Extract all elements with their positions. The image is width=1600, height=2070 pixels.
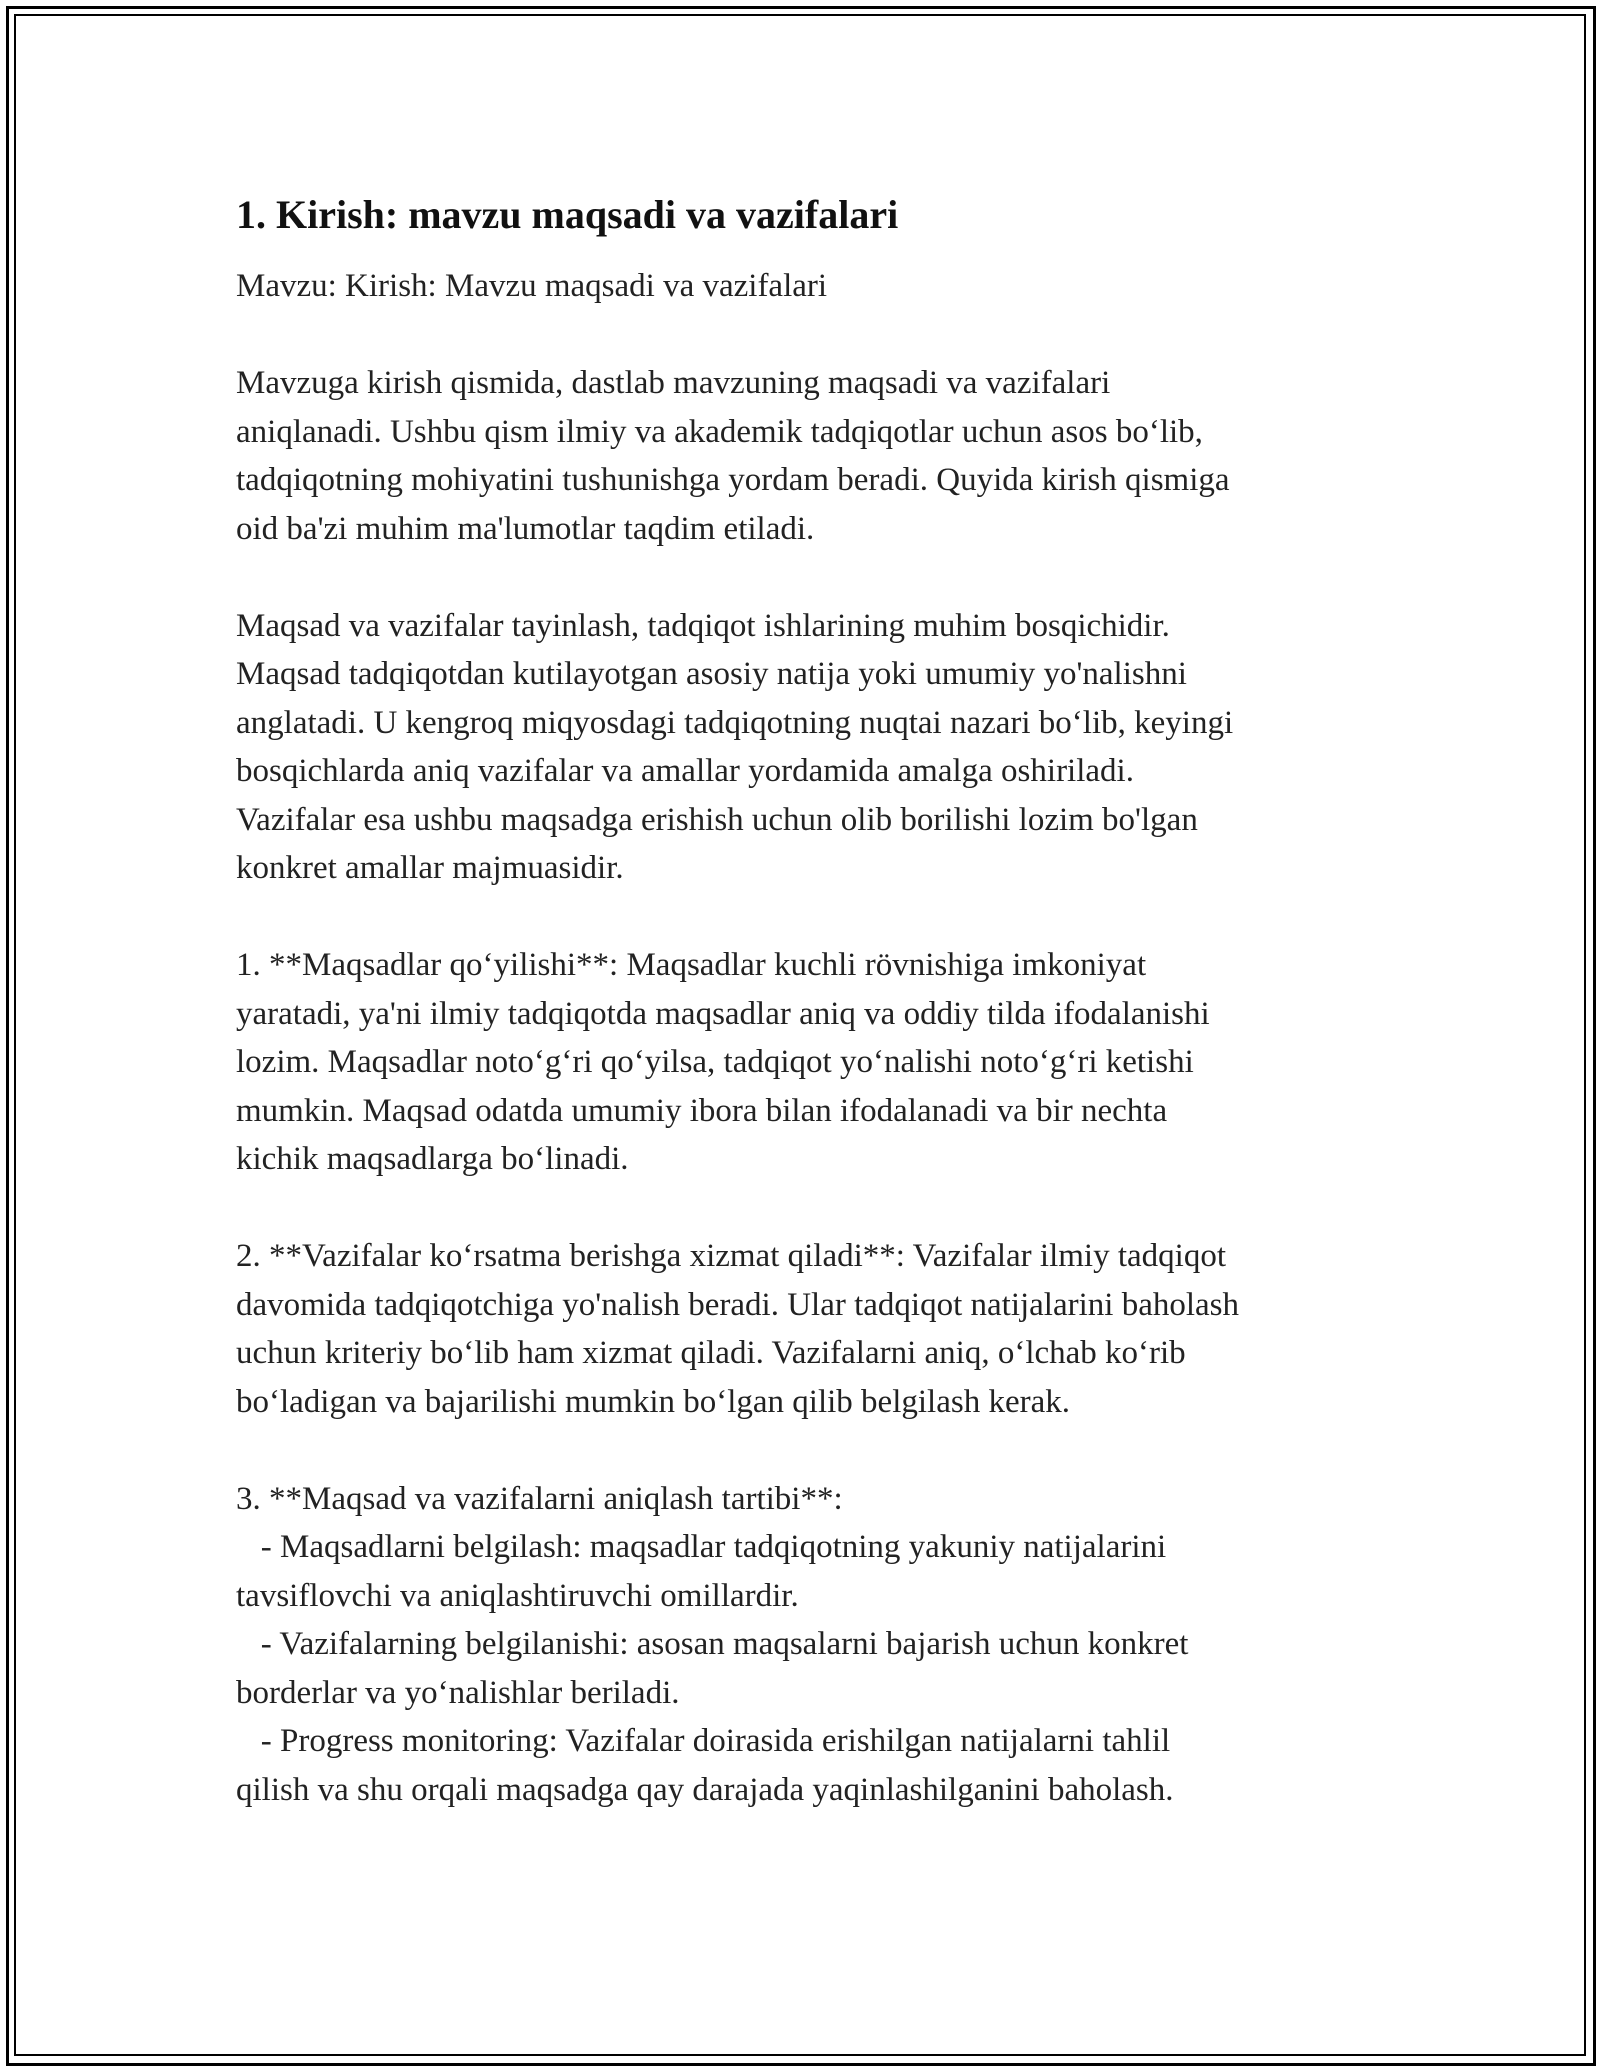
paragraph-spacer (236, 311, 1366, 360)
goals-tasks-paragraph: Maqsad va vazifalar tayinlash, tadqiqot ishlarining muhim bosqichidir. Maqsad tadqiqotdan kutilayotgan asosiy natija yoki umumiy yo'nalishni anglatadi. U kengroq miqyosdagi tadqiqotning nuqtai nazari bo‘lib, keyingi bosqichlarda aniq vazifalar va amallar yordamida amalga oshiriladi. Vazifalar esa ushbu maqsadga erishish uchun olib borilishi lozim bo'lgan konkret amallar majmuasidir. (236, 607, 1234, 886)
paragraph-spacer (236, 893, 1366, 942)
paragraph-spacer (236, 1426, 1366, 1475)
document-body (236, 190, 1366, 1814)
list-item-procedure: 3. **Maqsad va vazifalarni aniqlash tartibi**: - Maqsadlarni belgilash: maqsadlar tadqiqotning yakuniy natijalarini tavsiflovchi va aniqlashtiruvchi omillardir. - Vazifalarning belgilanishi: asosan maqsalarni bajarish uchun konkret borderlar va yo‘nalishlar beriladi. - Progress monitoring: Vazifalar doirasida erishilgan natijalarni tahlil qilish va shu orqali maqsadga qay darajada yaqinlashilganini baholash. (236, 1480, 1189, 1808)
section-heading: 1. Kirish: mavzu maqsadi va vazifalari (236, 192, 899, 237)
topic-line: Mavzu: Kirish: Mavzu maqsadi va vazifalari (236, 268, 828, 304)
list-item-tasks: 2. **Vazifalar ko‘rsatma berishga xizmat qiladi**: Vazifalar ilmiy tadqiqot davomida tadqiqotchiga yo'nalish beradi. Ular tadqiqot natijalarini baholash uchun kriteriy bo‘lib ham xizmat qiladi. Vazifalarni aniq, o‘lchab ko‘rib bo‘ladigan va bajarilishi mumkin bo‘lgan qilib belgilash kerak. (236, 1238, 1240, 1420)
paragraph-spacer (236, 1184, 1366, 1233)
paragraph-spacer (236, 553, 1366, 602)
list-item-goals: 1. **Maqsadlar qo‘yilishi**: Maqsadlar kuchli rövnishiga imkoniyat yaratadi, ya'ni ilmiy tadqiqotda maqsadlar aniq va oddiy tilda ifodalanishi lozim. Maqsadlar noto‘g‘ri qo‘yilsa, tadqiqot yo‘nalishi noto‘g‘ri ketishi mumkin. Maqsad odatda umumiy ibora bilan ifodalanadi va bir nechta kichik maqsadlarga bo‘linadi. (236, 947, 1210, 1177)
intro-paragraph: Mavzuga kirish qismida, dastlab mavzuning maqsadi va vazifalari aniqlanadi. Ushbu qism ilmiy va akademik tadqiqotlar uchun asos bo‘lib, tadqiqotning mohiyatini tushunishga yordam beradi. Quyida kirish qismiga oid ba'zi muhim ma'lumotlar taqdim etiladi. (236, 365, 1230, 547)
